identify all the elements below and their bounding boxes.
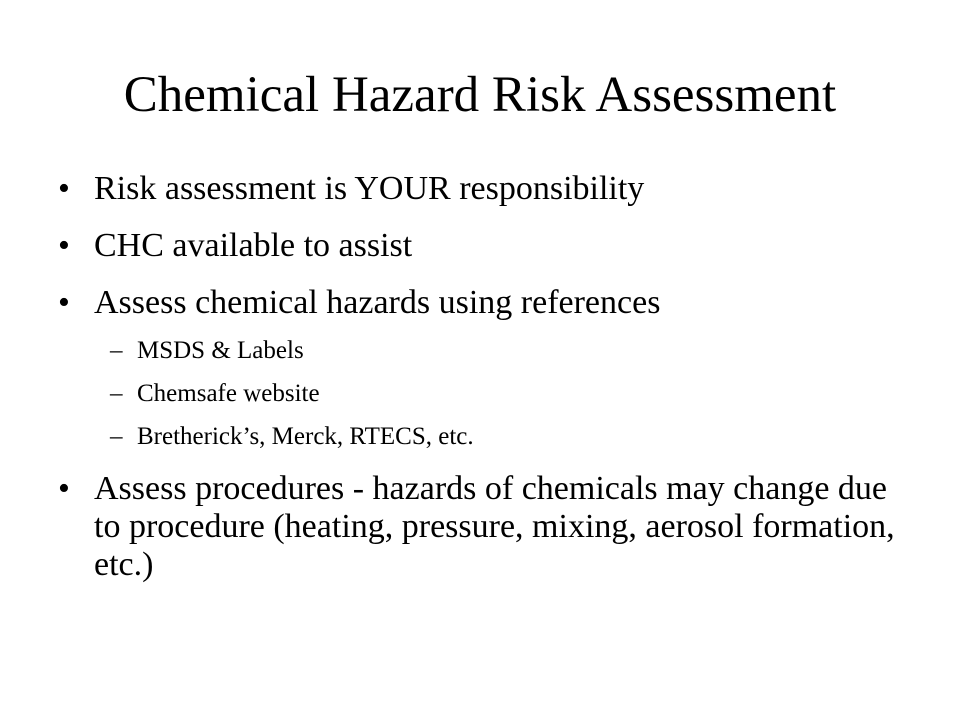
- bullet-item: [58, 170, 908, 208]
- bullet-marker: •: [58, 227, 70, 264]
- sub-bullet-marker: –: [110, 380, 123, 407]
- bullet-item: [58, 284, 908, 322]
- sub-bullet-item: [58, 423, 908, 451]
- bullet-text: Assess chemical hazards using references: [94, 284, 661, 321]
- sub-bullet-text: Chemsafe website: [137, 380, 320, 407]
- bullet-text: Assess procedures - hazards of chemicals may change due to procedure (heating, pressure, mixing, aerosol formation, etc.): [94, 470, 904, 583]
- sub-bullet-marker: –: [110, 337, 123, 364]
- bullet-marker: •: [58, 170, 70, 207]
- sub-bullet-text: Bretherick’s, Merck, RTECS, etc.: [137, 423, 474, 450]
- sub-bullet-item: [58, 337, 908, 365]
- bullet-text: CHC available to assist: [94, 227, 413, 264]
- bullet-marker: •: [58, 284, 70, 321]
- sub-bullet-text: MSDS & Labels: [137, 337, 304, 364]
- sub-bullet-marker: –: [110, 423, 123, 450]
- bullet-item: [58, 227, 908, 265]
- bullet-marker: •: [58, 470, 70, 507]
- bullet-list: [58, 170, 908, 603]
- slide-title: Chemical Hazard Risk Assessment: [123, 67, 837, 123]
- bullet-text: Risk assessment is YOUR responsibility: [94, 170, 645, 207]
- sub-bullet-item: [58, 380, 908, 408]
- bullet-item: [58, 470, 908, 584]
